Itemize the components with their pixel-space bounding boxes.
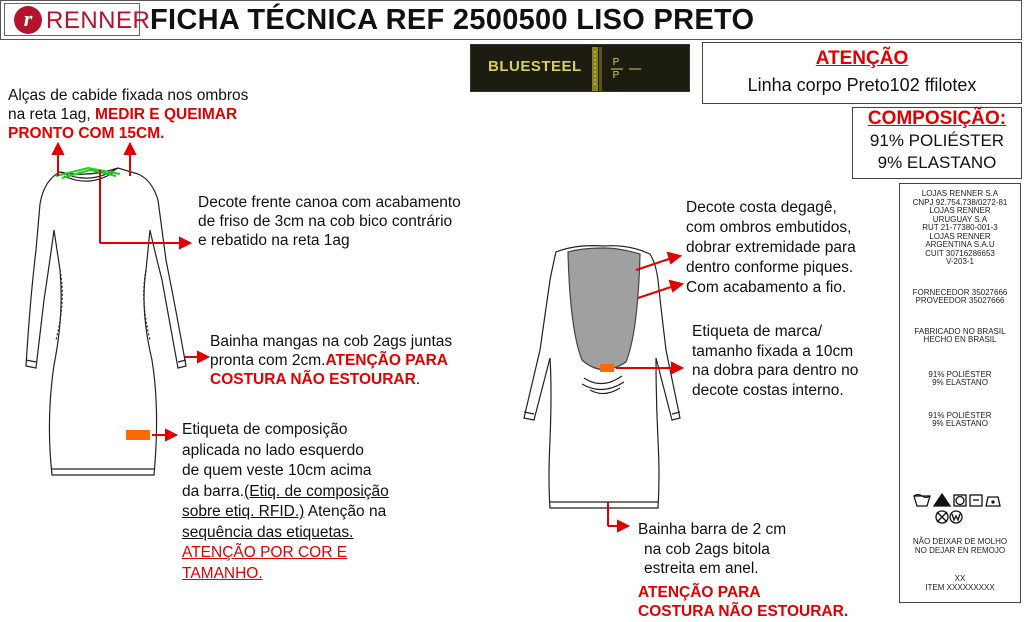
brand-label-note-line: tamanho fixada a 10cm xyxy=(692,342,854,360)
composition-note-alert: ATENÇÃO POR COR E xyxy=(182,544,348,561)
back-neckline-note-line: dobrar extremidade para xyxy=(686,239,856,256)
composition-note-text: Atenção na xyxy=(304,503,387,520)
brand-label-note-line: na dobra para dentro no xyxy=(692,362,859,379)
hanger-note-alert: MEDIR E QUEIMAR xyxy=(95,106,238,123)
care-label-line: NO DEJAR EN REMOJO xyxy=(914,545,1006,555)
composition-note-line: Etiqueta de composição xyxy=(182,421,348,438)
sleeve-hem-note-text: pronta com 2cm. xyxy=(210,352,326,369)
composition-title: COMPOSIÇÃO: xyxy=(867,108,1007,129)
care-label-line: ARGENTINA S.A.U xyxy=(925,240,995,249)
care-label-line: FORNECEDOR 35027666 xyxy=(912,287,1008,297)
neckline-note xyxy=(198,193,461,250)
renner-logo-icon: r xyxy=(14,6,42,34)
tumble-dry-icon xyxy=(954,495,966,506)
hem-note xyxy=(638,520,848,622)
composition-line-2: 9% ELASTANO xyxy=(877,153,997,172)
sleeve-hem-note-line: Bainha mangas na cob 2ags juntas xyxy=(210,333,453,350)
back-neckline-note xyxy=(686,198,856,298)
neckline-note-line: de friso de 3cm na cob bico contrário xyxy=(198,213,453,230)
care-label-line: FABRICADO NO BRASIL xyxy=(914,326,1006,336)
composition-note-underlined: (Etiq. de composição xyxy=(244,482,389,500)
brand-label-text: BLUESTEEL xyxy=(488,58,582,75)
care-label-line: 9% ELASTANO xyxy=(932,378,988,387)
composition-note-underlined: sobre etiq. RFID.) xyxy=(182,503,305,520)
hem-note-line: na cob 2ags bitola xyxy=(644,540,770,558)
brand-label-note-line: decote costas interno. xyxy=(692,381,844,399)
neckline-note-line: e rebatido na reta 1ag xyxy=(198,232,350,249)
iron-icon xyxy=(986,497,1000,506)
care-label-line: URUGUAY S.A xyxy=(932,214,988,224)
care-label-line: 91% POLIÉSTER xyxy=(928,410,992,420)
composition-note-underlined: sequência das etiquetas. xyxy=(182,523,354,541)
neckline-note-line: Decote frente canoa com acabamento xyxy=(198,194,461,211)
size-mark-1: P xyxy=(612,57,620,68)
composition-note-line: aplicada no lado esquerdo xyxy=(182,441,364,459)
renner-logo-text: RENNER xyxy=(46,7,151,34)
back-neckline-note-line: dentro conforme piques. xyxy=(686,259,854,276)
hem-note-alert: ATENÇÃO PARA xyxy=(638,583,761,601)
care-label-line: XX xyxy=(954,574,966,583)
care-label-line: NÃO DEIXAR DE MOLHO xyxy=(912,537,1008,546)
sleeve-hem-note-alert: COSTURA NÃO ESTOURAR xyxy=(210,371,416,388)
back-neckline-note-line: com ombros embutidos, xyxy=(686,219,852,236)
hem-note-line: Bainha barra de 2 cm xyxy=(638,521,787,538)
dry-clean-w-icon xyxy=(950,511,962,523)
hanger-note-line xyxy=(8,105,248,124)
sleeve-hem-note-text: . xyxy=(415,371,421,388)
hem-note-line: estreita em anel. xyxy=(644,560,759,577)
size-mark-2: P xyxy=(612,70,620,81)
wash-30-icon xyxy=(914,495,930,507)
dry-flat-icon xyxy=(970,495,982,506)
care-label-line: LOJAS RENNER xyxy=(929,231,991,241)
care-label-line: CNPJ 92.754.738/0272-81 xyxy=(912,197,1008,207)
sleeve-hem-note-line xyxy=(210,370,452,389)
composition-note-line xyxy=(182,482,389,503)
care-label-line: LOJAS RENNER S.A xyxy=(921,189,999,198)
composition-note-line: de quem veste 10cm acima xyxy=(182,462,372,479)
no-dry-clean-icon xyxy=(936,511,948,523)
care-symbols xyxy=(912,492,1012,526)
composition-note-text: da barra. xyxy=(182,482,245,500)
hanger-note-text: na reta 1ag, xyxy=(8,106,96,123)
care-label-line: ITEM XXXXXXXXX xyxy=(925,582,995,592)
back-arrows xyxy=(590,200,700,560)
hanger-note-line: Alças de cabide fixada nos ombros xyxy=(8,87,249,104)
brand-label-note xyxy=(692,322,858,400)
hanger-note-alert: PRONTO COM 15CM. xyxy=(8,125,165,142)
care-label-footer xyxy=(899,538,1021,592)
composition-note-line xyxy=(182,502,389,523)
care-label-line: PROVEEDOR 35027666 xyxy=(915,296,1005,305)
care-label-line: 91% POLIÉSTER xyxy=(928,369,992,379)
care-label-line: RUT 21-77380-001-3 xyxy=(922,223,998,232)
care-label-text xyxy=(899,190,1021,429)
composition-note-alert: TAMANHO. xyxy=(182,564,263,582)
back-neckline-note-line: Com acabamento a fio. xyxy=(686,279,847,296)
no-bleach-icon xyxy=(934,494,950,506)
care-label-line: 9% ELASTANO xyxy=(932,419,988,428)
attention-text: Linha corpo Preto102 ffilotex xyxy=(747,75,977,95)
back-neckline-note-line: Decote costa degagê, xyxy=(686,199,837,216)
hanger-note xyxy=(8,86,248,143)
care-label-line: V-203-1 xyxy=(945,257,975,266)
attention-title: ATENÇÃO xyxy=(815,48,909,69)
page-title: FICHA TÉCNICA REF 2500500 LISO PRETO xyxy=(150,4,755,36)
sleeve-hem-note xyxy=(210,332,452,389)
sleeve-hem-note-alert: ATENÇÃO PARA xyxy=(325,352,448,369)
care-label-line: CUIT 30716286653 xyxy=(925,248,995,258)
composition-line-1: 91% POLIÉSTER xyxy=(869,131,1005,150)
sleeve-hem-note-line xyxy=(210,351,452,370)
care-label-line: LOJAS RENNER xyxy=(929,206,991,215)
care-label-line: HECHO EN BRASIL xyxy=(923,335,997,344)
composition-label-note xyxy=(182,420,389,584)
composition-label-marker xyxy=(126,430,150,440)
hem-note-alert: COSTURA NÃO ESTOURAR. xyxy=(638,603,849,620)
brand-label-note-line: Etiqueta de marca/ xyxy=(692,323,823,340)
